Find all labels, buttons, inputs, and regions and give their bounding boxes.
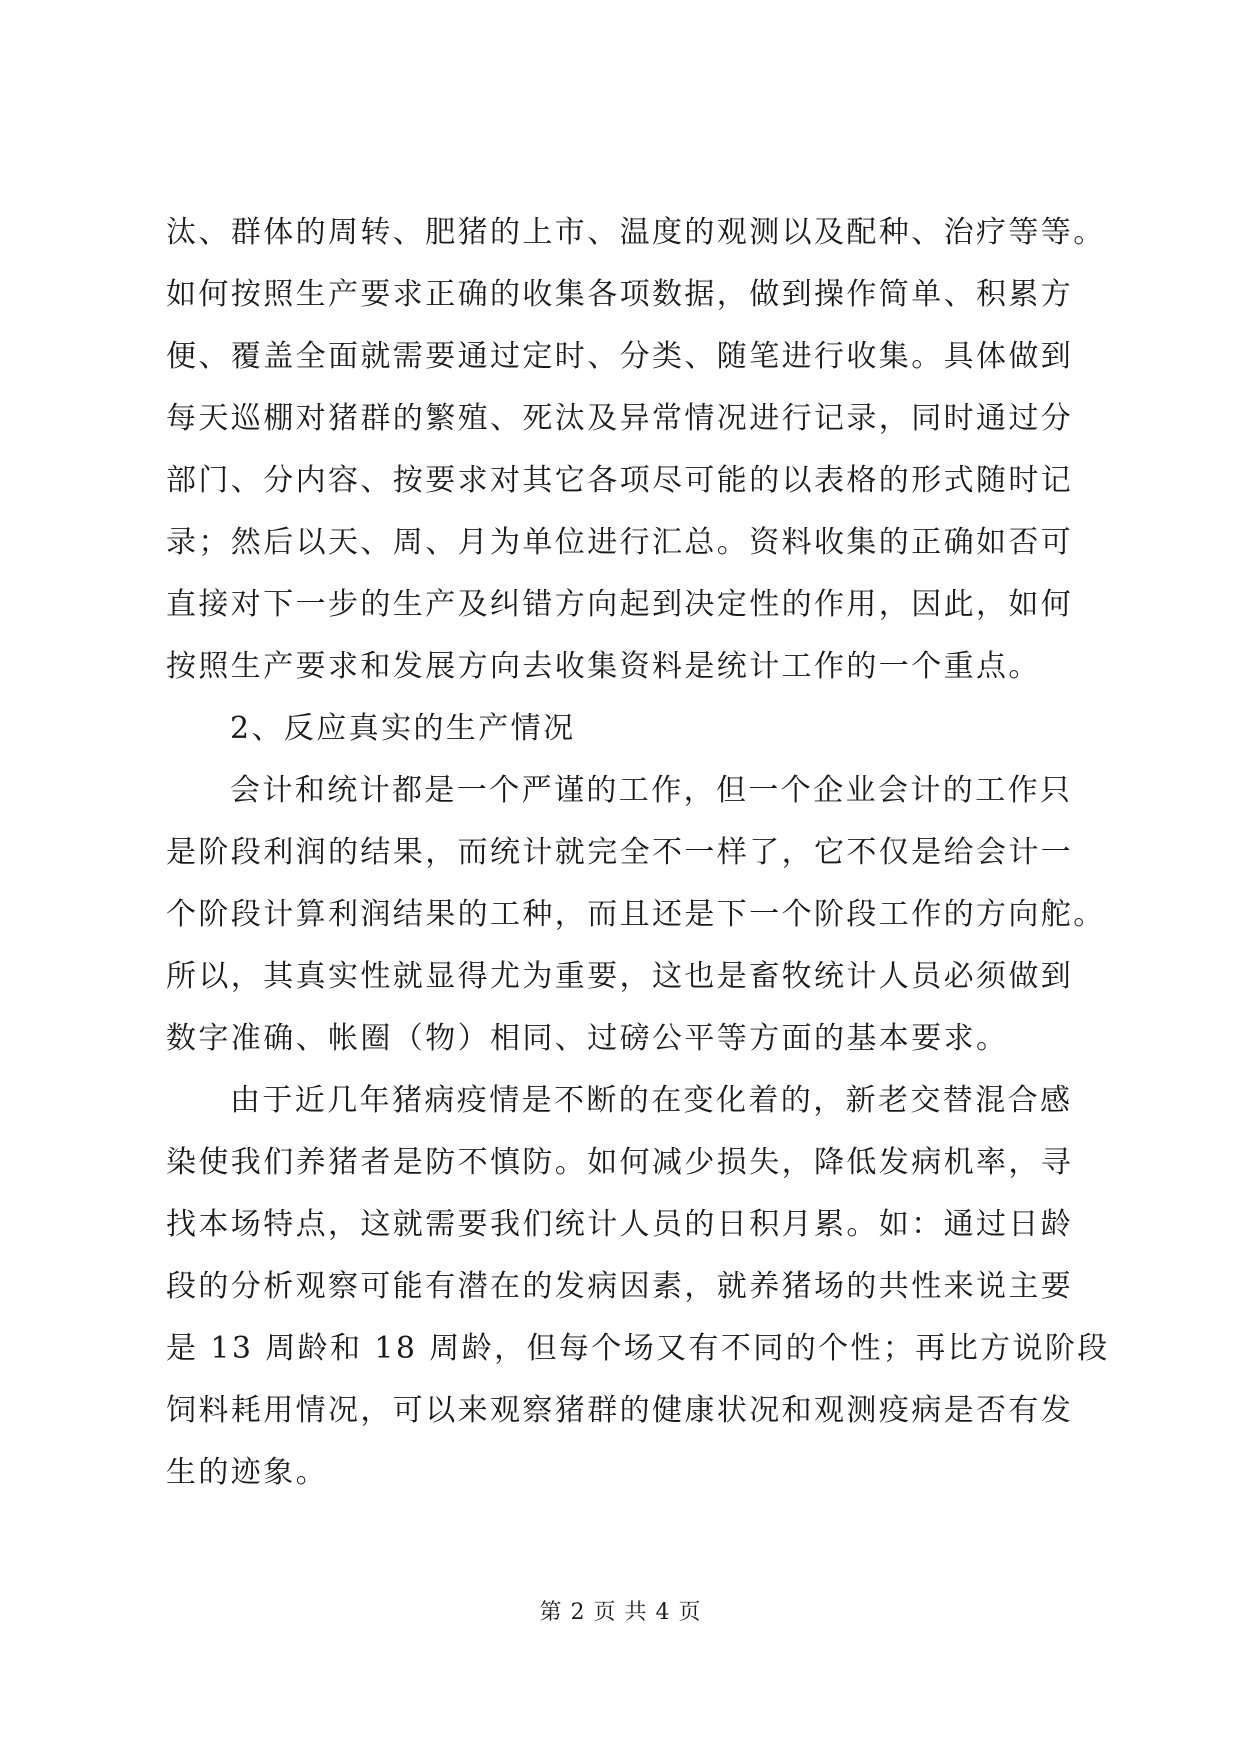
text-line: 直接对下一步的生产及纠错方向起到决定性的作用，因此，如何	[166, 587, 1074, 622]
text-line: 生的迹象。	[166, 1455, 328, 1490]
text-line: 是 13 周龄和 18 周龄，但每个场又有不同的个性；再比方说阶段	[166, 1331, 1110, 1366]
page-number-footer: 第 2 页 共 4 页	[539, 1600, 702, 1625]
section-heading: 2、反应真实的生产情况	[230, 711, 576, 746]
text-line: 由于近几年猪病疫情是不断的在变化着的，新老交替混合感	[230, 1083, 1073, 1118]
text-line: 按照生产要求和发展方向去收集资料是统计工作的一个重点。	[166, 649, 1041, 684]
text-line: 个阶段计算利润结果的工种，而且还是下一个阶段工作的方向舵。	[166, 897, 1106, 932]
text-line: 数字准确、帐圈（物）相同、过磅公平等方面的基本要求。	[166, 1021, 1009, 1056]
text-line: 如何按照生产要求正确的收集各项数据，做到操作简单、积累方	[166, 277, 1074, 312]
text-line: 部门、分内容、按要求对其它各项尽可能的以表格的形式随时记	[166, 463, 1074, 498]
text-line: 汰、群体的周转、肥猪的上市、温度的观测以及配种、治疗等等。	[166, 215, 1106, 250]
text-line: 所以，其真实性就显得尤为重要，这也是畜牧统计人员必须做到	[166, 959, 1074, 994]
text-line: 饲料耗用情况，可以来观察猪群的健康状况和观测疫病是否有发	[166, 1393, 1074, 1428]
text-line: 染使我们养猪者是防不慎防。如何减少损失，降低发病机率，寻	[166, 1145, 1074, 1180]
text-line: 找本场特点，这就需要我们统计人员的日积月累。如：通过日龄	[166, 1207, 1074, 1242]
text-line: 录；然后以天、周、月为单位进行汇总。资料收集的正确如否可	[166, 525, 1074, 560]
text-line: 会计和统计都是一个严谨的工作，但一个企业会计的工作只	[230, 773, 1073, 808]
text-line: 段的分析观察可能有潜在的发病因素，就养猪场的共性来说主要	[166, 1269, 1074, 1304]
text-line: 每天巡棚对猪群的繁殖、死汰及异常情况进行记录，同时通过分	[166, 401, 1074, 436]
text-line: 是阶段利润的结果，而统计就完全不一样了，它不仅是给会计一	[166, 835, 1074, 870]
document-body	[166, 202, 1110, 1504]
text-line: 便、覆盖全面就需要通过定时、分类、随笔进行收集。具体做到	[166, 339, 1074, 374]
